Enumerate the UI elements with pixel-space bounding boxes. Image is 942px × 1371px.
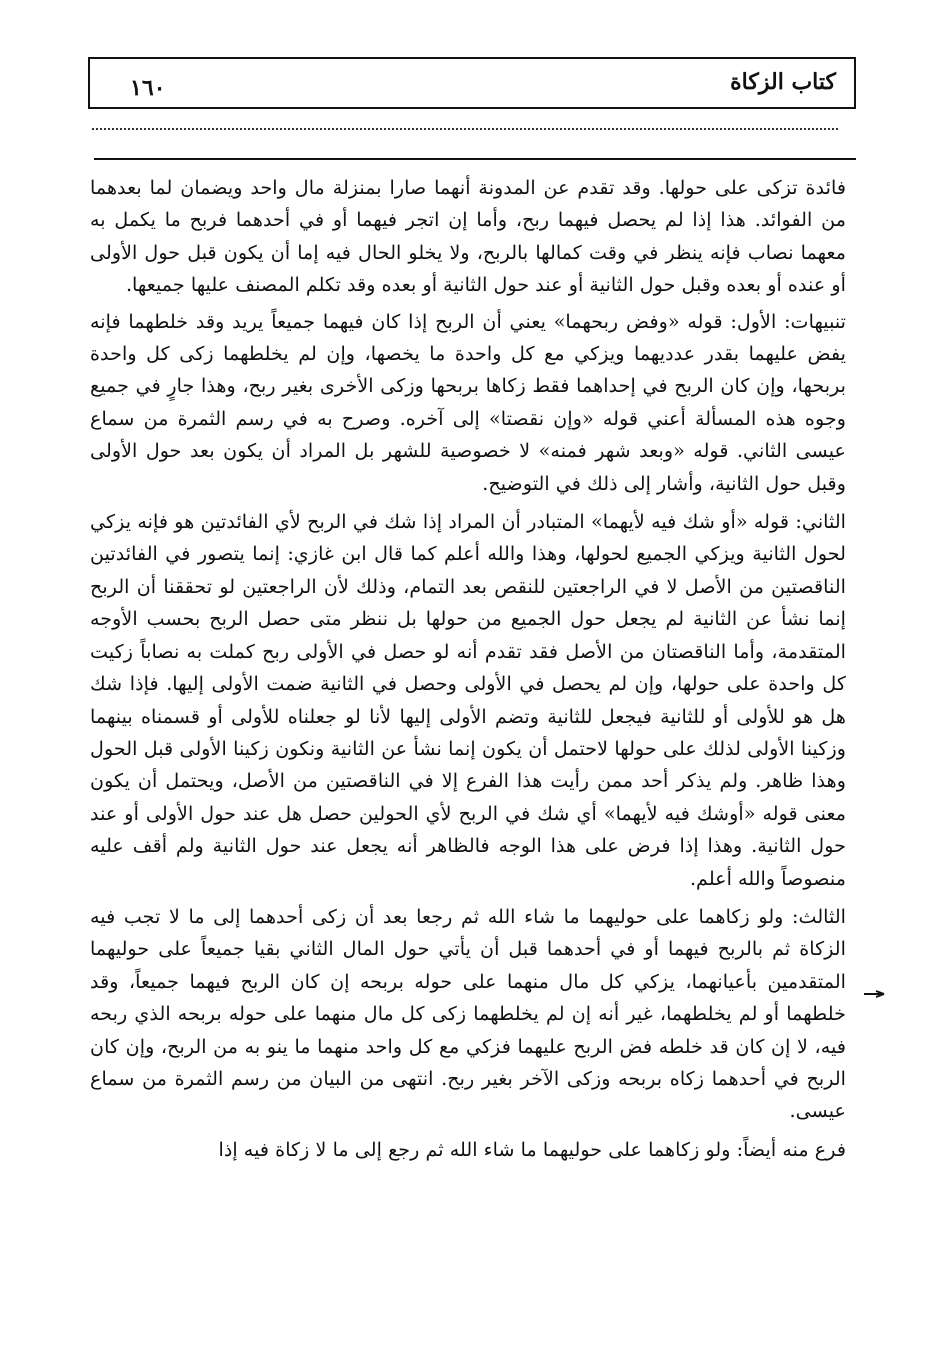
dotted-separator (92, 128, 838, 130)
paragraph-3: الثاني: قوله «أو شك فيه لأيهما» المتبادر أن المراد إذا شك في الربح لأي الفائدتين هو فإنه يزكي لحول الثانية ويزكي الجميع لحولها، وهذا والله أعلم كما قال ابن غازي: إنما يتصور في الفائدتين الناقصتين من الأصل لا في الراجعتين للنقص بعد التمام، وذلك لأن الراجعتين لو تحققنا أن الربح إنما نشأ عن الثانية لم يجعل حول الجميع من حولها بل ننظر متى حصل الربح بحسب الأوجه المتقدمة، وأما الناقصتان من الأصل فقد تقدم أنه لو حصل في الأولى ربح كملت به نصاباً زكيت كل واحدة على حولها، وإن لم يحصل في الأولى وحصل في الثانية ضمت الأولى إليها. فإذا شك هل هو للأولى أو للثانية فيجعل للثانية وتضم الأولى إليها لأنا لو جعلناه للأولى أو قسمناه بينهما وزكينا الأولى لذلك على حولها لاحتمل أن يكون إنما نشأ عن الثانية ونكون زكينا الأولى قبل الحول وهذا ظاهر. ولم يذكر أحد ممن رأيت هذا الفرع إلا في الناقصتين من الأصل، ويحتمل أن يكون معنى قوله «أوشك فيه لأيهما» أي شك في الربح لأي الحولين حصل هل عند حول الأولى أو عند حول الثانية. وهذا إذا فرض على هذا الوجه فالظاهر أنه يجعل عند حول الثانية ولم أقف عليه منصوصاً والله أعلم. (90, 510, 846, 890)
running-header (88, 57, 856, 109)
paragraph-4: الثالث: ولو زكاهما على حوليهما ما شاء الله ثم رجعا بعد أن زكى أحدهما إلى ما لا تجب فيه الزكاة ثم بالربح فيهما أو في أحدهما قبل أن يأتي حول المال الثاني بقيا جميعاً على حوليهما المتقدمين بأعيانهما، يزكي كل مال منهما على حوله بربحه إن كان الربح فيهما جميعاً، وقد خلطهما أو لم يخلطهما، غير أنه إن لم يخلطهما زكى كل مال منهما على حوله بربحه الذي ربحه فيه، لا إن كان قد خلطه فض الربح عليهما فزكي مع كل واحد منهما ما ينو به من الربح، وإن كان الربح في أحدهما زكاه بربحه وزكى الآخر بغير ربح. انتهى من البيان من رسم الثمرة من سماع عيسى. (90, 904, 846, 1123)
body-text (90, 172, 846, 1172)
chapter-title: كتاب الزكاة (730, 69, 836, 95)
paragraph-1: فائدة تزكى على حولها. وقد تقدم عن المدونة أنهما صارا بمنزلة مال واحد ويضمان لما بعدهما من الفوائد. هذا إذا لم يحصل فيهما ربح، وأما إن اتجر فيهما أو في أحدهما فربح ما يكمل به معهما نصاب فإنه ينظر في وقت كمالها بالربح، ولا يخلو الحال فيه إما أن يكون قبل حول الأولى أو عنده أو بعده وقبل حول الثانية أو عند حول الثانية أو بعده وقد تكلم المصنف عليها جميعها. (90, 176, 846, 297)
header-rule (94, 158, 856, 160)
margin-arrow-icon (862, 990, 890, 998)
paragraph-5: فرع منه أيضاً: ولو زكاهما على حوليهما ما شاء الله ثم رجع إلى ما لا زكاة فيه إذا (218, 1137, 846, 1161)
paragraph-2: تنبيهات: الأول: قوله «وفض ربحهما» يعني أن الربح إذا كان فيهما جميعاً يريد وقد خلطهما فإنه يفض عليهما بقدر عدديهما ويزكي مع كل واحدة ما يخصها، وإن لم يخلطهما زكى كل واحدة بربحها، وإن كان الربح في إحداهما فقط زكاها بربحها وزكى الأخرى بغير ربح، وهذا جارٍ في جميع وجوه هذه المسألة أعني قوله «وإن نقصتا» إلى آخره. وصرح به في رسم الثمرة من سماع عيسى الثاني. قوله «وبعد شهر فمنه» لا خصوصية للشهر بل المراد أن يكون بعد حول الأولى وقبل حول الثانية، وأشار إلى ذلك في التوضيح. (90, 309, 846, 495)
page-number: ١٦٠ (130, 75, 166, 101)
